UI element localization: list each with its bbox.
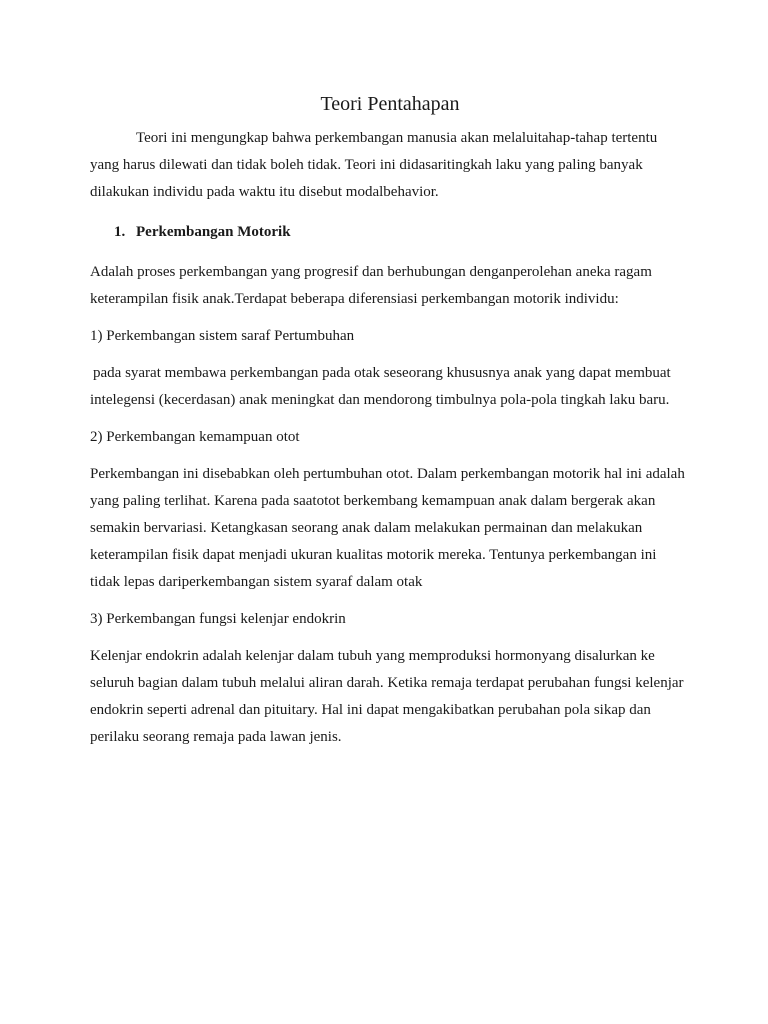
item1-paragraph: pada syarat membawa perkembangan pada otak seseorang khususnya anak yang dapat membuat intelegensi (kecerdasan) anak meningkat dan mendorong timbulnya pola-pola tingkah laku baru. — [90, 365, 671, 408]
document-page — [90, 90, 690, 751]
item2-paragraph: Perkembangan ini disebabkan oleh pertumbuhan otot. Dalam perkembangan motorik hal ini adalah yang paling terlihat. Karena pada saatotot berkembang kemampuan anak dalam bergerak akan semakin bervariasi. Ketangkasan seorang anak dalam melakukan permainan dan melakukan keterampilan fisik dapat menjadi ukuran kualitas motorik mereka. Tentunya perkembangan ini tidak lepas dariperkembangan sistem syaraf dalam otak — [90, 466, 685, 590]
section-heading — [114, 219, 690, 246]
section-intro-paragraph: Adalah proses perkembangan yang progresif dan berhubungan denganperolehan aneka ragam keterampilan fisik anak.Terdapat beberapa diferensiasi perkembangan motorik individu: — [90, 264, 652, 307]
item1-heading: 1) Perkembangan sistem saraf Pertumbuhan — [90, 328, 355, 344]
section-title: Perkembangan Motorik — [136, 224, 291, 240]
intro-paragraph: Teori ini mengungkap bahwa perkembangan manusia akan melaluitahap-tahap tertentu yang harus dilewati dan tidak boleh tidak. Teori ini didasaritingkah laku yang paling banyak dilakukan individu pada waktu itu disebut modalbehavior. — [90, 130, 658, 200]
item3-heading: 3) Perkembangan fungsi kelenjar endokrin — [90, 611, 346, 627]
section-number: 1. — [114, 224, 126, 240]
document-title: Teori Pentahapan — [320, 93, 460, 115]
item3-paragraph: Kelenjar endokrin adalah kelenjar dalam tubuh yang memproduksi hormonyang disalurkan ke seluruh bagian dalam tubuh melalui aliran darah. Ketika remaja terdapat perubahan fungsi kelenjar endokrin seperti adrenal dan pituitary. Hal ini dapat mengakibatkan perubahan pola sikap dan perilaku seorang remaja pada lawan jenis. — [90, 648, 684, 745]
item2-heading: 2) Perkembangan kemampuan otot — [90, 429, 300, 445]
